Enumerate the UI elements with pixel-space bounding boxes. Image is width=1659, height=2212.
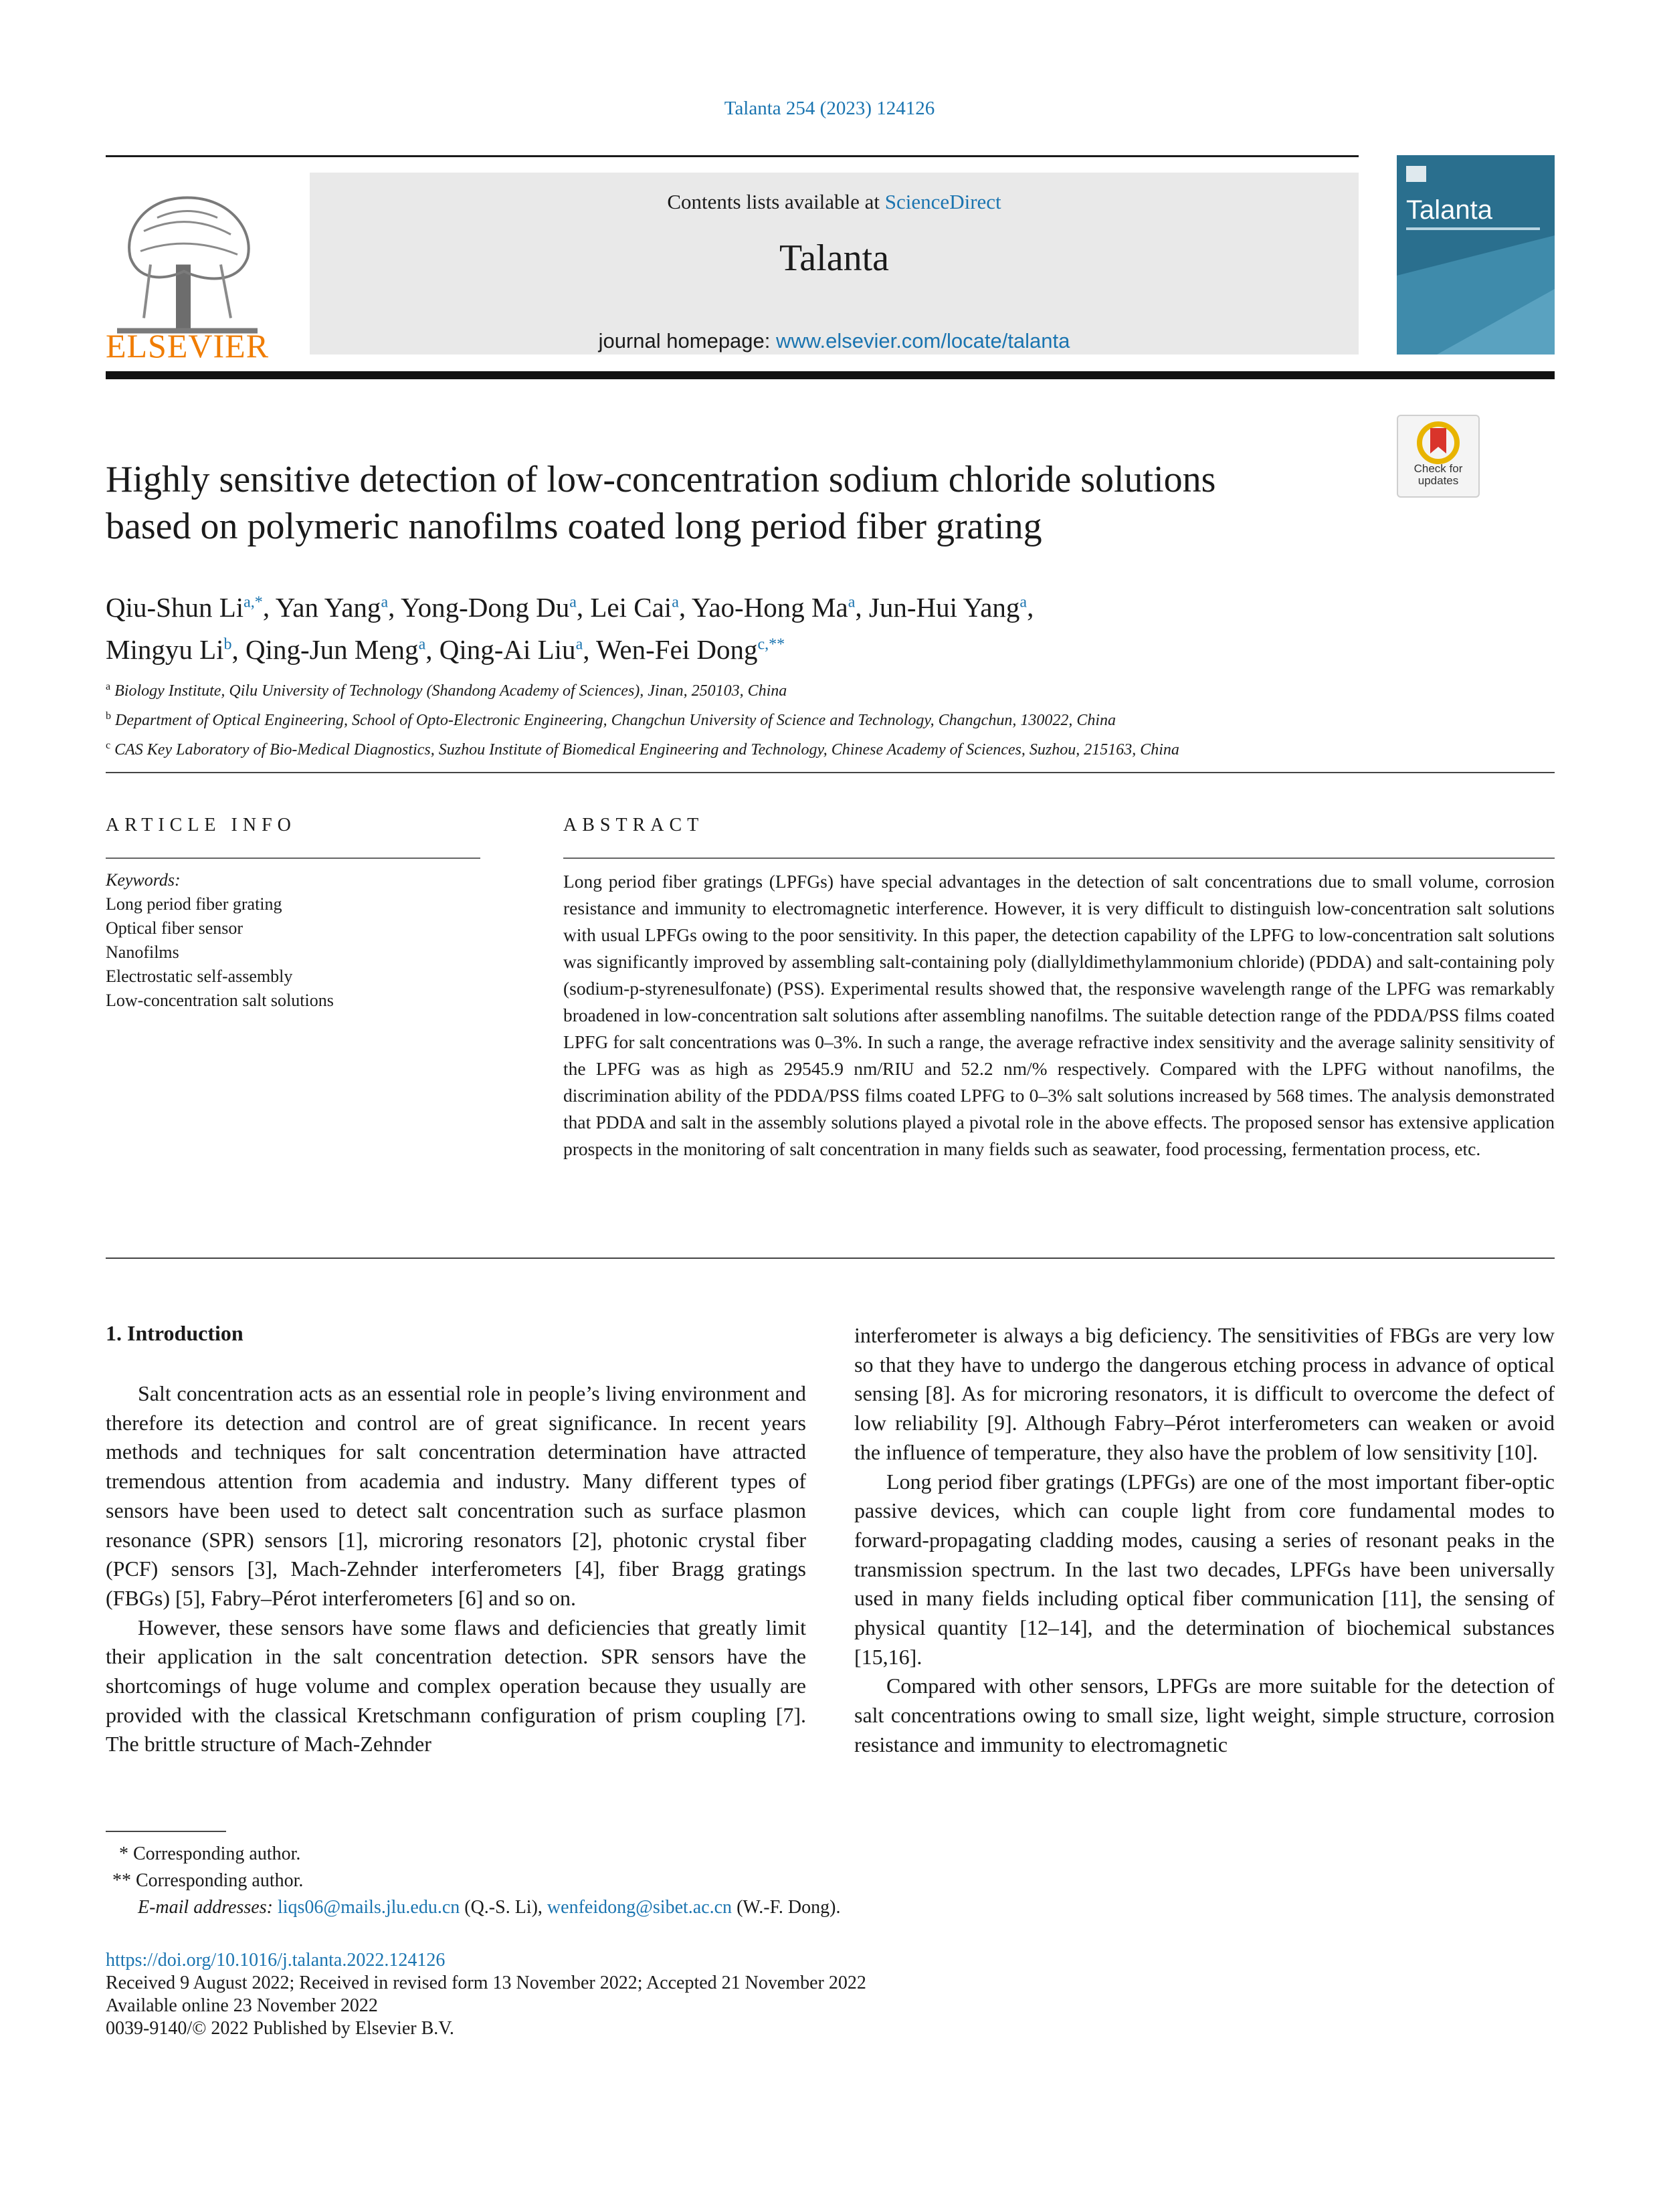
header-rule [106,155,1359,157]
email-link-li[interactable]: liqs06@mails.jlu.edu.cn [277,1897,460,1918]
author[interactable]: Qing-Jun Meng$^a$ [246,634,426,666]
keyword: Electrostatic self-assembly [106,967,293,986]
abstract-heading: ABSTRACT [563,815,704,835]
keywords-block [106,868,480,1013]
keyword: Optical fiber sensor [106,918,243,938]
cover-title: Talanta [1406,195,1492,225]
article-title [106,456,1377,550]
footnote-corresponding-2: ** Corresponding author. [112,1870,304,1891]
check-label-line2: updates [1418,474,1459,487]
body-paragraph: Long period fiber gratings (LPFGs) are one of the most important fiber-optic passive devices, which can couple light from core fundamental modes to forward-propagating cladding modes, causing a series of resonant peaks in the transmission spectrum. In the last two decades, LPFGs have been universally used in many fields including optical fiber communication [11], the sensing of physical quantity [12–14], and the determination of biochemical substances [15,16]. [854,1469,1555,1669]
journal-cover-image[interactable] [1397,155,1555,355]
title-line-2: based on polymeric nanofilms coated long period fiber grating [106,506,1042,547]
cover-subtitle-bar [1406,227,1540,230]
body-column-right [854,1321,1555,1760]
available-online: Available online 23 November 2022 [106,1995,378,2016]
author[interactable]: Mingyu Li$^b$ [106,634,232,666]
abstract-text: Long period fiber gratings (LPFGs) have special advantages in the detection of salt concentrations due to small volume, corrosion resistance and immunity to electromagnetic interference. However, it is very difficult to distinguish low-concentration salt solutions with usual LPFGs owing to the poor sensitivity. In this paper, the detection capability of the LPFG to low-concentration salt solutions was significantly improved by assembling salt-containing poly (diallyldimethylammonium chloride) (PDDA) and salt-containing poly (sodium-p-styrenesulfonate) (PSS). Experimental results showed that, the responsive wavelength range of the LPFG was remarkably broadened in low-concentration salt solutions after assembling nanofilms. The suitable detection range of the PDDA/PSS films coated LPFG for salt concentrations was 0–3%. In such a range, the average refractive index sensitivity and the average salinity sensitivity of the LPFG was as high as 29545.9 nm/RIU and 52.2 nm/% respectively. Compared with the LPFG without nanofilms, the discrimination ability of the PDDA/PSS films coated LPFG to 0–3% salt solutions increased by 568 times. The analysis demonstrated that PDDA and salt in the assembly solutions played a pivotal role in the above effects. The proposed sensor has extensive application prospects in the monitoring of salt concentration in many fields such as seawater, food processing, fermentation process, etc. [563,871,1555,1159]
author[interactable]: Qiu-Shun $Li^{a,*}$ [106,591,263,623]
keyword: Nanofilms [106,942,179,962]
affiliation-rule [106,772,1555,773]
body-paragraph: Salt concentration acts as an essential role in people’s living environment and therefore its detection and control are of great significance. In recent years methods and techniques for salt concentration determination have attracted tremendous attention from academia and industry. Many different types of sensors have been used to detect salt concentration such as surface plasmon resonance (SPR) sensors [1], microring resonators [2], photonic crystal fiber (PCF) sensors [3], Mach-Zehnder interferometers [4], fiber Bragg gratings (FBGs) [5], Fabry–Pérot interferometers [6] and so on. [106,1381,806,1610]
abstract-rule [563,858,1555,859]
body-paragraph: Compared with other sensors, LPFGs are more suitable for the detection of salt concentrations owing to small size, light weight, simple structure, corrosion resistance and immunity to electromagnetic [854,1674,1555,1756]
cover-art [1397,155,1555,355]
received-dates: Received 9 August 2022; Received in revised form 13 November 2022; Accepted 21 November 2022 [106,1973,866,1993]
author[interactable]: Yao-Hong Ma$^a$ [691,591,856,623]
journal-name: Talanta [779,237,889,279]
check-for-updates-button[interactable] [1397,415,1480,498]
affiliation: $^a$ Biology Institute, Qilu University of Technology (Shandong Academy of Sciences), Jinan, 250103, China [106,681,787,700]
author[interactable]: Yan Yang$^a$ [275,591,389,623]
doi-link[interactable]: https://doi.org/10.1016/j.talanta.2022.124126 [106,1950,446,1971]
email-owner: (Q.-S. Li), [460,1897,547,1918]
article-info-heading: ARTICLE INFO [106,815,296,835]
affiliation: $^b$ Department of Optical Engineering, School of Opto-Electronic Engineering, Changchun University of Science and Technology, Changchun, 130022, China [106,710,1116,729]
affiliation-list [106,674,1555,763]
email-link-dong[interactable]: wenfeidong@sibet.ac.cn [547,1897,733,1918]
bookmark-icon [1398,419,1478,466]
author[interactable]: Qing-Ai Liu$^a$ [439,634,583,666]
author[interactable]: Yong-Dong Du$^a$ [401,591,577,623]
section-heading-introduction: 1. Introduction [106,1321,243,1345]
copyright: 0039-9140/© 2022 Published by Elsevier B.V. [106,2018,454,2039]
author[interactable]: Lei Cai$^a$ [590,591,679,623]
body-paragraph: However, these sensors have some flaws and deficiencies that greatly limit their application in the salt concentration detection. SPR sensors have the shortcomings of huge volume and complex operation because they usually are provided with the classical Kretschmann configuration of prism coupling [7]. The brittle structure of Mach-Zehnder [106,1615,806,1756]
body-paragraph: interferometer is always a big deficiency. The sensitivities of FBGs are very low so that they have to undergo the dangerous etching process in advance of optical sensing [8]. As for microring resonators, it is difficult to overcome the defect of low reliability [9]. Although Fabry–Pérot interferometers can weaken or avoid the influence of temperature, they also have the problem of low sensitivity [10]. [854,1323,1555,1464]
article-info-rule [106,858,480,859]
front-matter-rule [106,1258,1555,1259]
title-line-1: Highly sensitive detection of low-concentration sodium chloride solutions [106,459,1216,500]
affiliation: $^c$ CAS Key Laboratory of Bio-Medical Diagnostics, Suzhou Institute of Biomedical Engineering and Technology, Chinese Academy of Sciences, Suzhou, 215163, China [106,740,1179,759]
author[interactable]: Jun-Hui Yang$^a$ [868,591,1028,623]
footnotes [106,1841,1176,1921]
sciencedirect-link[interactable]: ScienceDirect [884,190,1001,213]
check-label-line1: Check for [1413,462,1463,475]
journal-masthead [310,173,1359,355]
keywords-label: Keywords: [106,870,181,890]
journal-homepage-link[interactable]: www.elsevier.com/locate/talanta [776,329,1070,353]
keyword: Long period fiber grating [106,894,282,914]
masthead-rule [106,371,1555,379]
author-list: Qiu-Shun $Li^{a,*}$, Yan Yang$^a$, Yong-Dong Du$^a$, Lei Cai$^a$, Yao-Hong Ma$^a$, Jun-Hui Yang$^a$, Mingyu Li$^b$, Qing-Jun Meng$^a$, Qing-Ai Liu$^a$, Wen-Fei Dong$^{c,**}$ [106,591,1034,666]
keyword: Low-concentration salt solutions [106,991,334,1010]
check-for-updates-label [1398,463,1478,487]
running-head[interactable]: Talanta 254 (2023) 124126 [724,98,935,119]
homepage-line [310,329,1359,353]
contents-line [310,190,1359,214]
email-owner: (W.-F. Dong). [732,1897,841,1918]
footnote-rule [106,1831,226,1832]
homepage-prefix: journal homepage: [598,329,777,353]
contents-prefix: Contents lists available at [667,190,885,213]
publisher-wordmark: ELSEVIER [105,327,270,365]
publication-info [106,1949,1176,2040]
email-line [106,1894,1176,1921]
footnote-corresponding-1: * Corresponding author. [119,1843,301,1864]
body-column-left [106,1379,806,1759]
author[interactable]: Wen-Fei Dong$^{c,**}$ [595,634,785,666]
email-label: E-mail addresses: [138,1897,273,1918]
